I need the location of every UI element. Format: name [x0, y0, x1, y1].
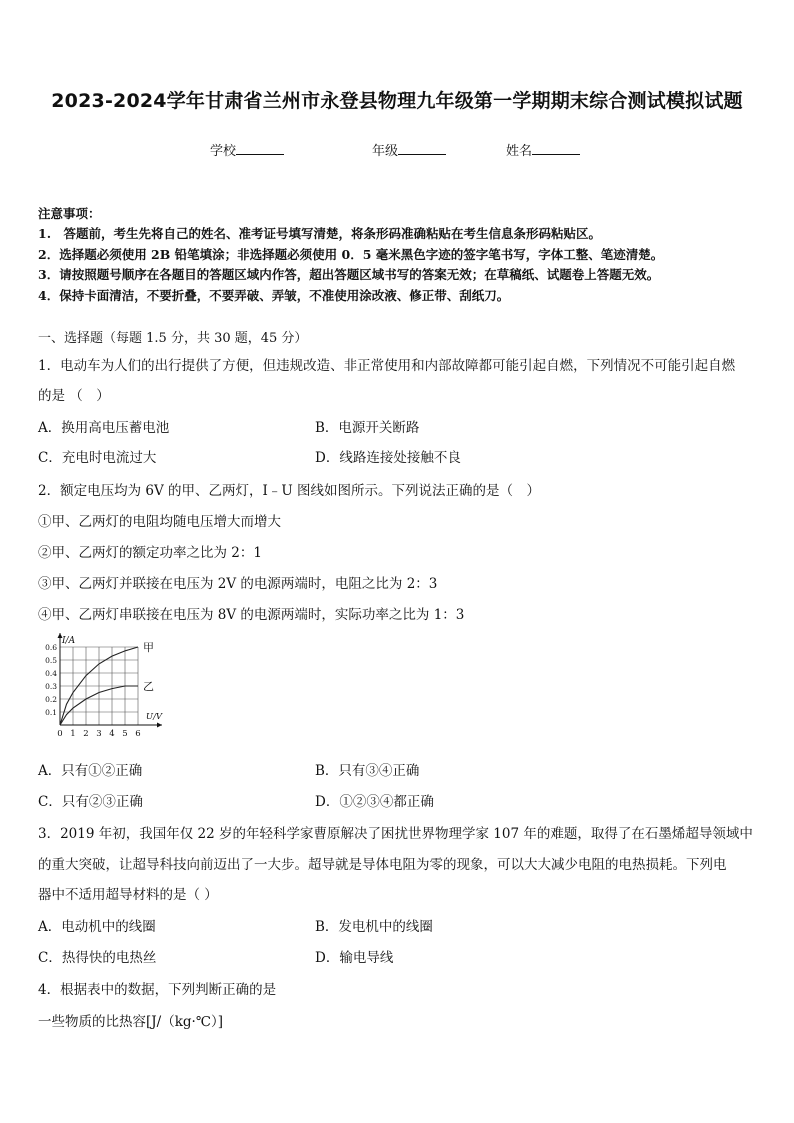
school-label: 学校 [210, 144, 237, 159]
x-tick-label: 5 [122, 729, 128, 739]
x-tick-label: 2 [83, 729, 89, 739]
notes-heading: 注意事项： [38, 206, 101, 221]
page-title: 2023-2024学年甘肃省兰州市永登县物理九年级第一学期期末综合测试模拟试题 [51, 90, 743, 112]
x-tick-label: 6 [135, 729, 141, 739]
q1-option-c: C．充电时电流过大 [38, 450, 157, 466]
y-tick-label: 0.1 [45, 708, 57, 717]
q3-option-d: D．输电导线 [315, 950, 394, 966]
table-caption: 一些物质的比热容[J/（kg·℃）] [38, 1014, 223, 1030]
note-item: 2．选择题必须使用 2B 铅笔填涂；非选择题必须使用 0．5 毫米黑色字迹的签字笔书写，字体工整、笔迹清楚。 [38, 247, 664, 262]
school-blank [236, 142, 284, 155]
question-4-stem: 4．根据表中的数据，下列判断正确的是 [38, 982, 277, 998]
q1-option-a: A．换用高电压蓄电池 [38, 420, 170, 436]
school-field [210, 140, 284, 159]
question-3-stem-cont: 器中不适用超导材料的是（ ） [38, 887, 218, 903]
x-tick-label: 1 [70, 729, 76, 739]
grade-field [372, 140, 446, 159]
q2-statement-4: ④甲、乙两灯串联接在电压为 8V 的电源两端时，实际功率之比为 1：3 [38, 607, 465, 623]
q3-option-a: A．电动机中的线圈 [38, 919, 156, 935]
q1-option-d: D．线路连接处接触不良 [315, 450, 461, 466]
question-1-stem: 1．电动车为人们的出行提供了方便，但违规改造、非正常使用和内部故障都可能引起自燃，下列情况不可能引起自燃 [38, 358, 736, 374]
x-axis-arrow [157, 723, 162, 728]
y-tick-label: 0.2 [45, 695, 57, 704]
name-field [506, 140, 580, 159]
x-tick-label: 0 [57, 729, 63, 739]
grade-label: 年级 [372, 144, 399, 159]
question-1-stem-cont: 的是 （ ） [38, 388, 110, 404]
question-3-stem-cont: 的重大突破，让超导科技向前迈出了一大步。超导就是导体电阻为零的现象，可以大大减少电阻的电热损耗。下列电 [38, 857, 727, 873]
y-tick-label: 0.6 [45, 643, 57, 652]
q2-statement-2: ②甲、乙两灯的额定功率之比为 2：1 [38, 545, 262, 561]
y-axis-label: I/A [62, 636, 76, 646]
q2-option-c: C．只有②③正确 [38, 794, 143, 810]
series-label-1: 甲 [143, 641, 154, 654]
iu-chart [38, 630, 173, 745]
question-2-stem: 2．额定电压均为 6V 的甲、乙两灯，I﹣U 图线如图所示。下列说法正确的是（ ） [38, 483, 541, 499]
y-tick-label: 0.3 [45, 682, 57, 691]
note-item: 1. 答题前，考生先将自己的姓名、准考证号填写清楚，将条形码准确粘贴在考生信息条形码粘贴区。 [38, 226, 602, 241]
note-item: 4．保持卡面清洁，不要折叠，不要弄破、弄皱，不准使用涂改液、修正带、刮纸刀。 [38, 288, 510, 303]
name-label: 姓名 [506, 144, 533, 159]
x-tick-label: 4 [109, 729, 115, 739]
q3-option-c: C．热得快的电热丝 [38, 950, 157, 966]
q2-statement-1: ①甲、乙两灯的电阻均随电压增大而增大 [38, 514, 281, 530]
question-3-stem: 3．2019 年初，我国年仅 22 岁的年轻科学家曹原解决了困扰世界物理学家 107 年的难题，取得了在石墨烯超导领域中 [38, 826, 753, 842]
q2-option-b: B．只有③④正确 [315, 763, 420, 779]
q1-option-b: B．电源开关断路 [315, 420, 420, 436]
section-heading: 一、选择题（每题 1.5 分，共 30 题，45 分） [38, 331, 308, 346]
y-tick-label: 0.5 [45, 656, 57, 665]
q3-option-b: B．发电机中的线圈 [315, 919, 433, 935]
note-item: 3．请按照题号顺序在各题目的答题区域内作答，超出答题区域书写的答案无效；在草稿纸、试题卷上答题无效。 [38, 267, 660, 282]
q2-option-d: D．①②③④都正确 [315, 794, 434, 810]
series-label-2: 乙 [143, 680, 154, 693]
q2-statement-3: ③甲、乙两灯并联接在电压为 2V 的电源两端时，电阻之比为 2：3 [38, 576, 438, 592]
grade-blank [398, 142, 446, 155]
name-blank [532, 142, 580, 155]
x-axis-label: U/V [145, 712, 163, 722]
x-tick-label: 3 [96, 729, 102, 739]
y-tick-label: 0.4 [45, 669, 57, 678]
q2-option-a: A．只有①②正确 [38, 763, 143, 779]
